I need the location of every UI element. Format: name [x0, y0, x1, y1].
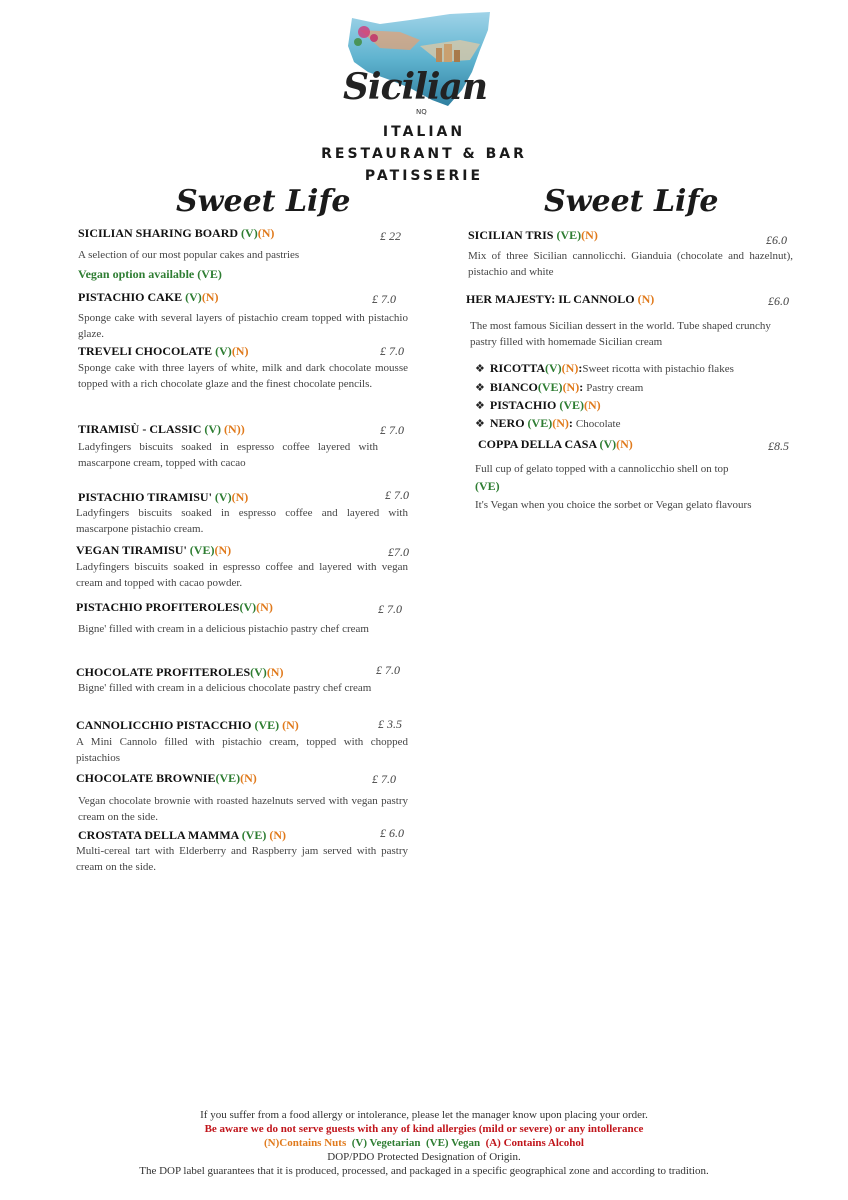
brand-name: Sicilian: [342, 66, 488, 108]
item-name: PISTACHIO PROFITEROLES(V)(N): [76, 600, 273, 614]
vegan-tag: (VE): [475, 479, 500, 493]
tagline-line-1: ITALIAN: [382, 124, 466, 140]
section-title-right: Sweet Life: [544, 184, 719, 219]
item-description: Vegan chocolate brownie with roasted hazelnuts served with vegan pastry cream on the side.: [78, 795, 408, 823]
item-name: VEGAN TIRAMISU' (VE)(N): [76, 543, 232, 557]
cannolo-variant: ❖ NERO (VE)(N): Chocolate: [475, 416, 621, 430]
vegan-note: It's Vegan when you choice the sorbet or Vegan gelato flavours: [475, 499, 752, 511]
item-name: TIRAMISÙ - CLASSIC (V) (N)): [78, 422, 245, 436]
item-price: £ 6.0: [380, 826, 404, 840]
item-price: £ 7.0: [378, 602, 402, 616]
item-name: CANNOLICCHIO PISTACCHIO (VE) (N): [76, 718, 299, 732]
item-name: CHOCOLATE PROFITEROLES(V)(N): [76, 665, 284, 679]
allergy-notice: If you suffer from a food allergy or intolerance, please let the manager know upon placing your order.: [200, 1109, 648, 1121]
item-description: Full cup of gelato topped with a cannolicchio shell on top: [475, 463, 729, 475]
legend: (N)Contains Nuts (V) Vegetarian (VE) Vegan (A) Contains Alcohol: [264, 1137, 584, 1149]
diamond-bullet-icon: ❖: [475, 400, 485, 412]
item-price: £8.5: [768, 439, 789, 453]
item-description: Sponge cake with three layers of white, milk and dark chocolate mousse topped with a rich chocolate glaze and the finest chocolate pencils.: [78, 362, 408, 390]
item-price: £ 7.0: [380, 423, 404, 437]
diamond-bullet-icon: ❖: [475, 382, 485, 394]
item-name: CHOCOLATE BROWNIE(VE)(N): [76, 771, 257, 785]
section-title-left: Sweet Life: [176, 184, 351, 219]
logo: [330, 8, 510, 118]
tagline-line-3: PATISSERIE: [364, 168, 484, 184]
item-name: PISTACHIO TIRAMISU' (V)(N): [78, 490, 249, 504]
item-price: £ 7.0: [376, 663, 400, 677]
diamond-bullet-icon: ❖: [475, 418, 485, 430]
item-description: The most famous Sicilian dessert in the world. Tube shaped crunchy pastry filled with homemade Sicilian cream: [470, 320, 771, 348]
item-name: PISTACHIO CAKE (V)(N): [78, 290, 219, 304]
item-name: SICILIAN SHARING BOARD (V)(N): [78, 226, 275, 240]
item-price: £7.0: [388, 545, 409, 559]
item-description: A Mini Cannolo filled with pistachio cream, topped with chopped pistachios: [76, 736, 408, 764]
item-description: Bigne' filled with cream in a delicious pistachio pastry chef cream: [78, 623, 369, 635]
brand-sub: NQ: [416, 108, 427, 116]
item-description: Ladyfingers biscuits soaked in espresso coffee layered with mascarpone cream, topped with cacao: [78, 441, 378, 469]
item-description: Sponge cake with several layers of pistachio cream topped with pistachio glaze.: [78, 312, 408, 340]
item-price: £ 7.0: [380, 344, 404, 358]
item-price: £ 7.0: [372, 292, 396, 306]
item-name: SICILIAN TRIS (VE)(N): [468, 228, 598, 242]
dop-definition: DOP/PDO Protected Designation of Origin.: [327, 1151, 521, 1163]
diamond-bullet-icon: ❖: [475, 363, 485, 375]
item-name: TREVELI CHOCOLATE (V)(N): [78, 344, 249, 358]
dop-explanation: The DOP label guarantees that it is produced, processed, and packaged in a specific geographical zone and according to tradition.: [139, 1165, 709, 1177]
cannolo-variant: ❖ BIANCO(VE)(N): Pastry cream: [475, 380, 644, 394]
item-price: £6.0: [768, 294, 789, 308]
item-name: CROSTATA DELLA MAMMA (VE) (N): [78, 828, 287, 842]
item-price: £ 22: [380, 229, 401, 243]
item-description: Mix of three Sicilian cannolicchi. Gianduia (chocolate and hazelnut), pistachio and white: [468, 250, 793, 278]
item-name: HER MAJESTY: IL CANNOLO (N): [466, 292, 655, 306]
cannolo-variant: ❖ PISTACHIO (VE)(N): [475, 398, 601, 412]
item-description: Multi-cereal tart with Elderberry and Raspberry jam served with pastry cream on the side.: [76, 845, 408, 873]
item-description: A selection of our most popular cakes and pastries: [78, 249, 300, 261]
item-description: Ladyfingers biscuits soaked in espresso coffee and layered with mascarpone pistachio cream.: [76, 507, 408, 535]
item-description: Bigne' filled with cream in a delicious chocolate pastry chef cream: [78, 682, 372, 694]
item-price: £ 3.5: [378, 717, 402, 731]
item-name: COPPA DELLA CASA (V)(N): [478, 437, 633, 451]
item-price: £ 7.0: [385, 488, 409, 502]
tagline-line-2: RESTAURANT & BAR: [321, 146, 527, 162]
vegan-option-note: Vegan option available (VE): [78, 267, 222, 281]
cannolo-variant: ❖ RICOTTA(V)(N):Sweet ricotta with pistachio flakes: [475, 361, 734, 375]
item-description: Ladyfingers biscuits soaked in espresso coffee and layered with vegan cream and topped with cacao powder.: [76, 561, 408, 589]
item-price: £6.0: [766, 233, 787, 247]
allergy-warning: Be aware we do not serve guests with any of kind allergies (mild or severe) or any intollerance: [204, 1123, 644, 1135]
item-price: £ 7.0: [372, 772, 396, 786]
